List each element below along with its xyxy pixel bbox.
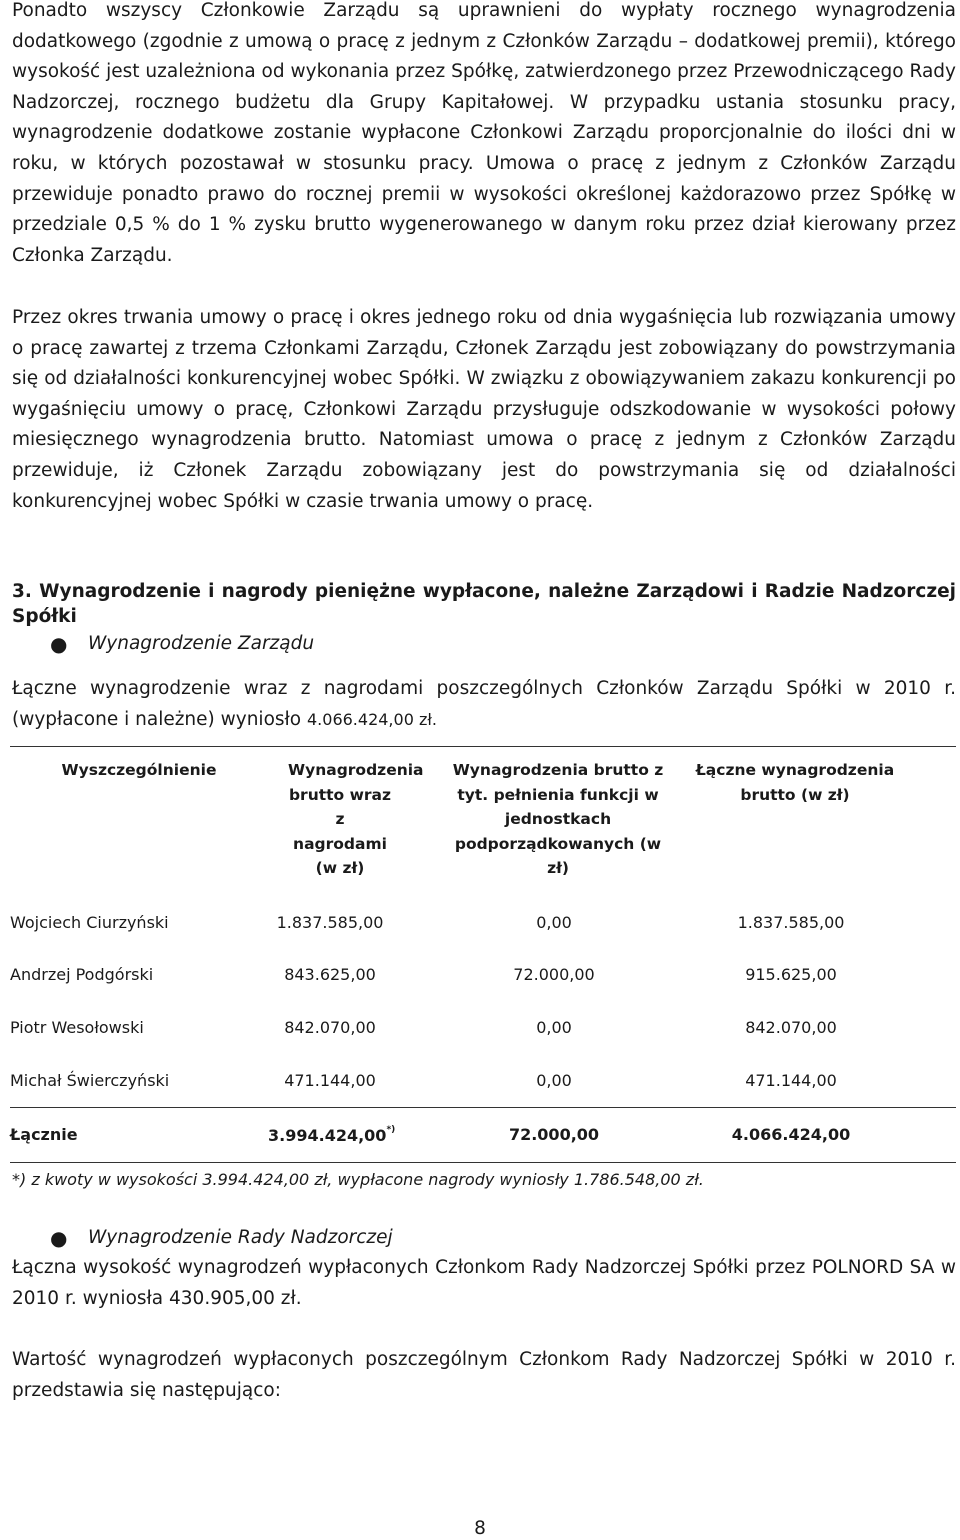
cell-subsidiaries: 72.000,00 — [513, 965, 595, 985]
paragraph-additional-bonus: Ponadto wszyscy Członkowie Zarządu są uprawnieni do wypłaty rocznego wynagrodzenia dodatkowego (zgodnie z umową o pracę z jednym z Członków Zarządu – dodatkowej premii), którego wysokość jest uzależniona od wykonania przez Spółkę, zatwierdzonego przez Przewodniczącego Rady Nadzorczej, rocznego budżetu dla Grupy Kapitałowej. W przypadku ustania stosunku pracy, wynagrodzenie dodatkowe zostanie wypłacone Członkowi Zarządu proporcjonalnie do ilości dni w roku, w których pozostawał w stosunku pracy. Umowa o pracę z jednym z Członków Zarządu przewiduje ponadto prawo do rocznej premii w wysokości określonej każdorazowo przez Spółkę w przedziale 0,5 % do 1 % zysku brutto wygenerowanego w danym roku przez dział kierowany przez Członka Zarządu. — [12, 0, 956, 266]
bullet-label: Wynagrodzenie Zarządu — [88, 633, 315, 654]
cell-total-gross: 1.837.585,00 — [737, 913, 845, 932]
cell-name: Michał Świerczyński — [10, 1070, 170, 1090]
table-row — [10, 1001, 956, 1054]
cell-gross-with-bonuses: 843.625,00 — [284, 965, 376, 985]
total-subsidiaries: 72.000,00 — [432, 1107, 676, 1162]
total-amount: 4.066.424,00 zł. — [307, 710, 437, 729]
paragraph-board-total: Łączna wysokość wynagrodzeń wypłaconych Członkom Rady Nadzorczej Spółki przez POLNORD SA w 2010 r. wyniosła 430.905,00 zł. — [12, 1257, 956, 1309]
table-total-row — [10, 1107, 956, 1162]
paragraph-non-compete: Przez okres trwania umowy o pracę i okres jednego roku od dnia wygaśnięcia lub rozwiązania umowy o pracę zawartej z trzema Członkami Zarządu, Członek Zarządu jest zobowiązany do powstrzymania się od działalności konkurencyjnej wobec Spółki. W związku z obowiązywaniem zakazu konkurencji po wygaśnięciu umowy o pracę, Członkowi Zarządu przysługuje odszkodowanie w wysokości połowy miesięcznego wynagrodzenia brutto. Natomiast umowa o pracę z jednym z Członków Zarządu przewiduje, iż Członek Zarządu zobowiązany jest do powstrzymania się od działalności konkurencyjnej wobec Spółki w czasie trwania umowy o pracę. — [12, 307, 956, 512]
table-row — [10, 1054, 956, 1107]
cell-total-gross: 915.625,00 — [745, 965, 837, 985]
table-header-row — [10, 747, 956, 897]
bullet-dot-icon: ● — [50, 632, 68, 656]
total-total-gross: 4.066.424,00 — [676, 1107, 956, 1162]
table-footnote: *) z kwoty w wysokości 3.994.424,00 zł, wypłacone nagrody wyniosły 1.786.548,00 zł. — [12, 1170, 704, 1189]
column-header-gross-with-bonuses: Wynagrodzenia brutto wraz z nagrodami (w zł) — [268, 747, 432, 897]
paragraph-board-intro: Wartość wynagrodzeń wypłaconych poszczególnym Członkom Rady Nadzorczej Spółki w 2010 r. przedstawia się następująco: — [12, 1349, 956, 1401]
paragraph-total-remuneration — [12, 673, 956, 735]
cell-gross-with-bonuses: 471.144,00 — [284, 1070, 376, 1090]
footnote-marker: *) — [386, 1124, 396, 1135]
table-row — [10, 897, 956, 949]
column-header-subsidiaries: Wynagrodzenia brutto z tyt. pełnienia funkcji w jednostkach podporządkowanych (w zł) — [432, 747, 676, 897]
bullet-dot-icon: ● — [50, 1226, 68, 1250]
cell-gross-with-bonuses: 842.070,00 — [284, 1018, 376, 1038]
total-value: 3.994.424,00 — [268, 1125, 387, 1145]
total-label: Łącznie — [10, 1107, 268, 1162]
cell-total-gross: 842.070,00 — [745, 1018, 837, 1038]
cell-total-gross: 471.144,00 — [745, 1070, 837, 1090]
column-header-total-gross: Łączne wynagrodzenia brutto (w zł) — [676, 747, 956, 897]
cell-gross-with-bonuses: 1.837.585,00 — [276, 913, 384, 932]
total-gross-with-bonuses — [268, 1107, 432, 1162]
cell-subsidiaries: 0,00 — [536, 913, 572, 932]
remuneration-table — [10, 746, 956, 1163]
paragraph-text: Łączne wynagrodzenie wraz z nagrodami poszczególnych Członków Zarządu Spółki w 2010 r. (wypłacone i należne) wyniosło — [12, 678, 956, 730]
cell-name: Andrzej Podgórski — [10, 965, 154, 985]
column-header-description: Wyszczególnienie — [10, 747, 268, 897]
cell-name: Piotr Wesołowski — [10, 1018, 144, 1038]
cell-name: Wojciech Ciurzyński — [10, 913, 169, 932]
cell-subsidiaries: 0,00 — [536, 1070, 572, 1090]
cell-subsidiaries: 0,00 — [536, 1018, 572, 1038]
table-row — [10, 949, 956, 1002]
bullet-label: Wynagrodzenie Rady Nadzorczej — [88, 1227, 393, 1248]
page-number: 8 — [474, 1518, 486, 1539]
section-heading: 3. Wynagrodzenie i nagrody pieniężne wypłacone, należne Zarządowi i Radzie Nadzorczej Spółki — [12, 581, 956, 627]
